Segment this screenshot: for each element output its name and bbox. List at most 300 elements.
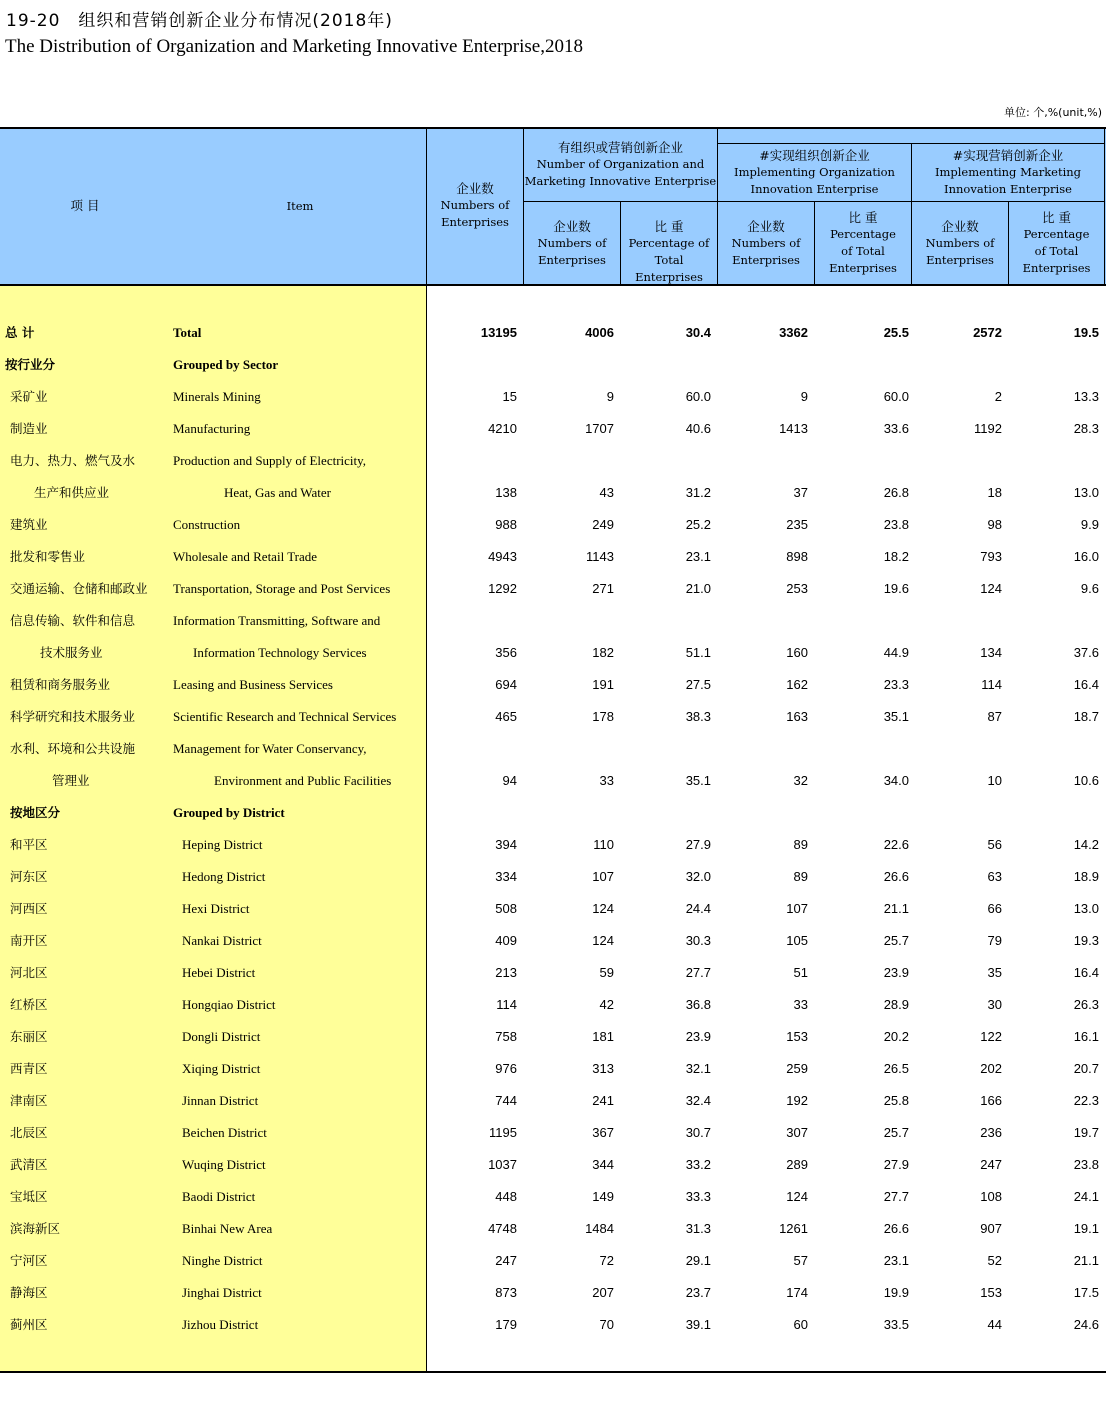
- row-value: 22.6: [883, 837, 909, 852]
- row-value: [437, 445, 517, 477]
- row-value: 33.6: [883, 421, 909, 436]
- row-value: 191: [592, 677, 614, 692]
- row-value: [922, 349, 1002, 381]
- row-value: 124: [980, 581, 1002, 596]
- row-value: 108: [980, 1189, 1002, 1204]
- row-value: 19.6: [883, 581, 909, 596]
- row-value: 94: [502, 773, 517, 788]
- divider: [717, 143, 1105, 144]
- row-value: 32.4: [685, 1093, 711, 1108]
- row-value: 32.0: [685, 869, 711, 884]
- row-value: 20.7: [1073, 1061, 1099, 1076]
- table-row: [0, 1181, 1106, 1213]
- table-row: [0, 861, 1106, 893]
- row-label-en: Information Transmitting, Software and: [173, 613, 381, 628]
- row-value: 63: [987, 869, 1002, 884]
- row-value: 14.2: [1073, 837, 1099, 852]
- table-row: [0, 1021, 1106, 1053]
- header-enterprises: 企业数 Numbers of Enterprises: [440, 181, 510, 229]
- table-row: [0, 797, 1106, 829]
- row-label-en: Beichen District: [182, 1125, 267, 1140]
- row-label-en: Jinghai District: [182, 1285, 262, 1300]
- row-value: [631, 733, 711, 765]
- row-label-en: Hongqiao District: [182, 997, 276, 1012]
- table-row: [0, 957, 1106, 989]
- row-value: 16.1: [1073, 1029, 1099, 1044]
- row-value: 32.1: [685, 1061, 711, 1076]
- row-label-cn: 电力、热力、燃气及水: [10, 453, 136, 468]
- row-value: 4006: [585, 325, 614, 340]
- row-label-cn: 宁河区: [10, 1253, 48, 1268]
- row-value: 20.2: [883, 1029, 909, 1044]
- row-value: [1019, 349, 1099, 381]
- row-value: 162: [786, 677, 808, 692]
- row-value: 409: [495, 933, 517, 948]
- row-label-cn: 河东区: [10, 869, 48, 884]
- row-value: 313: [592, 1061, 614, 1076]
- row-value: 27.5: [685, 677, 711, 692]
- table-row: [0, 733, 1106, 765]
- row-label-en: Wuqing District: [182, 1157, 266, 1172]
- table-row: [0, 477, 1106, 509]
- row-value: 16.4: [1073, 677, 1099, 692]
- row-label-cn: 滨海新区: [10, 1221, 61, 1236]
- row-value: [728, 733, 808, 765]
- row-value: [534, 445, 614, 477]
- row-value: [922, 445, 1002, 477]
- row-value: 21.1: [1073, 1253, 1099, 1268]
- row-label-en: Management for Water Conservancy,: [173, 741, 367, 756]
- row-label-cn: 武清区: [10, 1157, 48, 1172]
- row-value: 30.4: [685, 325, 711, 340]
- row-value: 60.0: [883, 389, 909, 404]
- row-value: 207: [592, 1285, 614, 1300]
- header-item-cn: 项 目: [70, 198, 100, 213]
- row-value: 22.3: [1073, 1093, 1099, 1108]
- row-value: 356: [495, 645, 517, 660]
- table-row: [0, 701, 1106, 733]
- table-row: [0, 381, 1106, 413]
- row-value: 1261: [779, 1221, 808, 1236]
- row-value: [534, 605, 614, 637]
- row-label-en: Hebei District: [182, 965, 256, 980]
- row-value: 19.9: [883, 1285, 909, 1300]
- row-value: 25.5: [883, 325, 909, 340]
- row-value: 19.5: [1073, 325, 1099, 340]
- row-label-en: Jizhou District: [182, 1317, 259, 1332]
- row-value: 24.1: [1073, 1189, 1099, 1204]
- row-value: 25.8: [883, 1093, 909, 1108]
- table-row: [0, 765, 1106, 797]
- row-value: [437, 733, 517, 765]
- row-value: 18.7: [1073, 709, 1099, 724]
- row-value: 1413: [779, 421, 808, 436]
- row-label-cn: 宝坻区: [10, 1189, 48, 1204]
- row-value: 44.9: [883, 645, 909, 660]
- row-value: 334: [495, 869, 517, 884]
- row-label-en: Minerals Mining: [173, 389, 261, 404]
- row-value: 79: [987, 933, 1002, 948]
- table-row: [0, 989, 1106, 1021]
- row-value: [631, 797, 711, 829]
- subheader-numbers-3: 企业数 Numbers of Enterprises: [925, 219, 995, 267]
- subheader-percentage-3: 比 重 Percentage of Total Enterprises: [1022, 210, 1091, 275]
- subheader-numbers-1: 企业数 Numbers of Enterprises: [537, 219, 607, 267]
- row-value: [829, 733, 909, 765]
- row-value: 134: [980, 645, 1002, 660]
- row-value: 307: [786, 1125, 808, 1140]
- row-value: 26.6: [883, 1221, 909, 1236]
- bottom-rule: [0, 1371, 1106, 1373]
- row-value: [1019, 605, 1099, 637]
- row-label-cn: 北辰区: [10, 1125, 48, 1140]
- subheader-percentage-1: 比 重 Percentage of Total Enterprises: [628, 219, 710, 284]
- row-value: 23.8: [883, 517, 909, 532]
- row-value: 31.3: [685, 1221, 711, 1236]
- row-value: 28.9: [883, 997, 909, 1012]
- row-value: 31.2: [685, 485, 711, 500]
- row-label-cn: 生产和供应业: [34, 485, 110, 500]
- row-value: 24.6: [1073, 1317, 1099, 1332]
- row-value: 160: [786, 645, 808, 660]
- row-value: [534, 349, 614, 381]
- row-value: 35: [987, 965, 1002, 980]
- row-label-cn: 采矿业: [10, 389, 48, 404]
- row-value: 1192: [974, 421, 1002, 436]
- row-value: [922, 605, 1002, 637]
- row-value: 2572: [973, 325, 1002, 340]
- row-value: 51.1: [685, 645, 711, 660]
- row-label-cn: 技术服务业: [40, 645, 103, 660]
- table-row: [0, 509, 1106, 541]
- header-bottom-rule: [0, 284, 1106, 286]
- row-value: 508: [495, 901, 517, 916]
- row-value: 15: [502, 389, 517, 404]
- row-value: 25.2: [685, 517, 711, 532]
- row-value: [1019, 733, 1099, 765]
- row-value: [728, 605, 808, 637]
- row-value: 59: [599, 965, 614, 980]
- row-value: 192: [786, 1093, 808, 1108]
- row-label-cn: 西青区: [10, 1061, 48, 1076]
- row-value: 26.8: [883, 485, 909, 500]
- row-value: 89: [793, 869, 808, 884]
- row-value: [829, 797, 909, 829]
- row-value: 179: [495, 1317, 517, 1332]
- row-value: 9.9: [1080, 517, 1099, 532]
- row-value: 271: [592, 581, 614, 596]
- row-label-cn: 科学研究和技术服务业: [10, 709, 136, 724]
- unit-note: 单位: 个,%(unit,%): [1004, 106, 1102, 119]
- header-item-en: Item: [286, 199, 314, 213]
- row-value: 26.5: [883, 1061, 909, 1076]
- row-label-cn: 按行业分: [5, 357, 56, 372]
- row-label-en: Grouped by District: [173, 805, 285, 820]
- row-value: 124: [592, 933, 614, 948]
- row-value: 16.0: [1073, 549, 1099, 564]
- row-value: 30.3: [685, 933, 711, 948]
- row-value: 448: [495, 1189, 517, 1204]
- row-value: 98: [987, 517, 1002, 532]
- table-row: [0, 1213, 1106, 1245]
- row-value: 51: [793, 965, 808, 980]
- row-value: 988: [495, 517, 517, 532]
- row-value: 124: [592, 901, 614, 916]
- table-row: [0, 445, 1106, 477]
- row-value: 60: [793, 1317, 808, 1332]
- row-value: 39.1: [685, 1317, 711, 1332]
- divider: [1104, 129, 1105, 284]
- row-label-en: Jinnan District: [182, 1093, 259, 1108]
- row-value: 174: [786, 1285, 808, 1300]
- row-label-cn: 南开区: [10, 933, 48, 948]
- row-value: 37.6: [1073, 645, 1099, 660]
- table-row: [0, 413, 1106, 445]
- row-value: [437, 349, 517, 381]
- row-label-en: Manufacturing: [173, 421, 251, 436]
- row-value: 163: [786, 709, 808, 724]
- row-label-en: Nankai District: [182, 933, 262, 948]
- table-row: [0, 669, 1106, 701]
- row-value: 107: [592, 869, 614, 884]
- row-value: 149: [592, 1189, 614, 1204]
- row-value: 235: [786, 517, 808, 532]
- row-value: 124: [786, 1189, 808, 1204]
- row-label-cn: 和平区: [10, 837, 48, 852]
- row-value: 23.7: [685, 1285, 711, 1300]
- row-value: 18.2: [883, 549, 909, 564]
- row-value: [631, 605, 711, 637]
- row-value: 110: [593, 837, 614, 852]
- row-value: 29.1: [685, 1253, 711, 1268]
- row-value: 10: [987, 773, 1002, 788]
- row-value: 122: [980, 1029, 1002, 1044]
- row-value: 19.3: [1073, 933, 1099, 948]
- header-group-org: #实现组织创新企业 Implementing Organization Innovation Enterprise: [734, 148, 895, 196]
- row-value: 9: [800, 389, 808, 404]
- row-value: 202: [980, 1061, 1002, 1076]
- row-value: 105: [786, 933, 808, 948]
- row-value: 744: [495, 1093, 517, 1108]
- row-value: 182: [592, 645, 614, 660]
- row-value: 28.3: [1073, 421, 1099, 436]
- row-value: [631, 349, 711, 381]
- row-value: 166: [980, 1093, 1002, 1108]
- row-value: 34.0: [883, 773, 909, 788]
- row-label-en: Baodi District: [182, 1189, 256, 1204]
- row-value: 289: [786, 1157, 808, 1172]
- row-label-cn: 批发和零售业: [10, 549, 86, 564]
- table-row: [0, 1117, 1106, 1149]
- row-value: 32: [793, 773, 808, 788]
- row-value: 249: [592, 517, 614, 532]
- row-value: 42: [599, 997, 614, 1012]
- row-value: 87: [987, 709, 1002, 724]
- row-label-en: Dongli District: [182, 1029, 261, 1044]
- row-value: 13.3: [1073, 389, 1099, 404]
- row-value: 153: [786, 1029, 808, 1044]
- row-value: [728, 445, 808, 477]
- row-label-cn: 交通运输、仓储和邮政业: [10, 581, 148, 596]
- row-label-cn: 租赁和商务服务业: [10, 677, 111, 692]
- row-value: 4943: [488, 549, 517, 564]
- row-value: 114: [496, 997, 517, 1012]
- row-label-cn: 制造业: [10, 421, 48, 436]
- row-label-cn: 总 计: [5, 325, 35, 340]
- row-value: [728, 797, 808, 829]
- row-label-cn: 管理业: [52, 773, 90, 788]
- row-label-cn: 静海区: [10, 1285, 48, 1300]
- row-value: 43: [599, 485, 614, 500]
- row-value: 3362: [779, 325, 808, 340]
- table-row: [0, 1309, 1106, 1341]
- row-value: 35.1: [883, 709, 909, 724]
- row-value: 793: [980, 549, 1002, 564]
- row-label-en: Ninghe District: [182, 1253, 263, 1268]
- row-value: 465: [495, 709, 517, 724]
- subheader-percentage-2: 比 重 Percentage of Total Enterprises: [829, 210, 897, 275]
- row-label-cn: 红桥区: [10, 997, 48, 1012]
- row-value: 344: [592, 1157, 614, 1172]
- row-value: 10.6: [1073, 773, 1099, 788]
- row-value: 694: [495, 677, 517, 692]
- row-label-en: Binhai New Area: [182, 1221, 273, 1236]
- row-value: [437, 605, 517, 637]
- table-row: [0, 541, 1106, 573]
- row-value: 253: [786, 581, 808, 596]
- row-label-en: Xiqing District: [182, 1061, 261, 1076]
- row-label-cn: 水利、环境和公共设施: [10, 741, 136, 756]
- row-label-en: Grouped by Sector: [173, 357, 279, 372]
- row-value: 72: [599, 1253, 614, 1268]
- table-row: [0, 637, 1106, 669]
- row-value: 19.7: [1073, 1125, 1099, 1140]
- row-value: [1019, 445, 1099, 477]
- row-value: 138: [495, 485, 517, 500]
- row-value: 873: [495, 1285, 517, 1300]
- row-value: 976: [495, 1061, 517, 1076]
- row-value: [437, 797, 517, 829]
- row-value: [829, 349, 909, 381]
- row-value: 259: [786, 1061, 808, 1076]
- row-value: 18: [987, 485, 1002, 500]
- row-label-cn: 信息传输、软件和信息: [10, 613, 136, 628]
- divider: [523, 201, 1105, 202]
- table-row: [0, 829, 1106, 861]
- row-value: [829, 605, 909, 637]
- row-value: 23.9: [883, 965, 909, 980]
- row-value: [1019, 797, 1099, 829]
- row-label-en: Scientific Research and Technical Services: [173, 709, 397, 724]
- top-rule: [0, 127, 1106, 129]
- row-value: 18.9: [1073, 869, 1099, 884]
- table-row: [0, 1245, 1106, 1277]
- row-value: 25.7: [883, 1125, 909, 1140]
- row-value: 27.9: [685, 837, 711, 852]
- header-group-org-or-marketing: 有组织或营销创新企业 Number of Organization and Marketing Innovative Enterprise: [524, 140, 717, 188]
- row-value: 56: [987, 837, 1002, 852]
- row-value: 52: [987, 1253, 1002, 1268]
- row-value: 30: [987, 997, 1002, 1012]
- row-value: 89: [793, 837, 808, 852]
- row-label-en: Wholesale and Retail Trade: [173, 549, 318, 564]
- row-value: 33.2: [685, 1157, 711, 1172]
- row-value: 40.6: [685, 421, 711, 436]
- row-value: 17.5: [1073, 1285, 1099, 1300]
- row-value: 60.0: [685, 389, 711, 404]
- row-value: 13.0: [1073, 901, 1099, 916]
- table-row: [0, 1053, 1106, 1085]
- row-value: 23.8: [1073, 1157, 1099, 1172]
- row-value: 16.4: [1073, 965, 1099, 980]
- row-value: 23.1: [883, 1253, 909, 1268]
- row-value: 1143: [586, 549, 614, 564]
- row-value: 26.3: [1073, 997, 1099, 1012]
- row-value: 181: [592, 1029, 614, 1044]
- row-value: 758: [495, 1029, 517, 1044]
- row-value: [534, 797, 614, 829]
- row-label-en: Production and Supply of Electricity,: [173, 453, 367, 468]
- row-value: 178: [592, 709, 614, 724]
- row-value: 1484: [585, 1221, 614, 1236]
- row-label-en: Information Technology Services: [193, 645, 367, 660]
- row-value: 13.0: [1073, 485, 1099, 500]
- row-value: 2: [994, 389, 1002, 404]
- row-value: 33: [793, 997, 808, 1012]
- row-label-en: Total: [173, 325, 202, 340]
- row-value: 247: [495, 1253, 517, 1268]
- row-value: 70: [599, 1317, 614, 1332]
- row-value: [829, 445, 909, 477]
- row-value: 1195: [489, 1125, 517, 1140]
- row-value: 153: [980, 1285, 1002, 1300]
- row-value: 13195: [480, 325, 517, 340]
- row-label-en: Construction: [173, 517, 241, 532]
- row-value: 23.9: [685, 1029, 711, 1044]
- page-title-cn: 19-20 组织和营销创新企业分布情况(2018年): [6, 11, 393, 31]
- row-value: 907: [980, 1221, 1002, 1236]
- row-value: 38.3: [685, 709, 711, 724]
- subheader-numbers-2: 企业数 Numbers of Enterprises: [731, 219, 801, 267]
- row-value: [534, 733, 614, 765]
- row-value: 66: [987, 901, 1002, 916]
- table-row: [0, 317, 1106, 349]
- row-value: 23.1: [685, 549, 711, 564]
- row-value: 1037: [488, 1157, 517, 1172]
- row-value: 25.7: [883, 933, 909, 948]
- header-group-marketing: #实现营销创新企业 Implementing Marketing Innovation Enterprise: [934, 148, 1082, 196]
- row-value: 114: [981, 677, 1002, 692]
- row-value: 26.6: [883, 869, 909, 884]
- row-value: 36.8: [685, 997, 711, 1012]
- row-value: 27.9: [883, 1157, 909, 1172]
- row-value: 1292: [488, 581, 517, 596]
- row-value: 9.6: [1080, 581, 1099, 596]
- row-value: 24.4: [685, 901, 711, 916]
- row-label-en: Heping District: [182, 837, 263, 852]
- row-value: 898: [786, 549, 808, 564]
- row-value: 37: [793, 485, 808, 500]
- row-label-cn: 蓟州区: [10, 1317, 48, 1332]
- row-value: 394: [495, 837, 517, 852]
- row-label-cn: 按地区分: [10, 805, 61, 820]
- row-label-en: Hedong District: [182, 869, 266, 884]
- table-row: [0, 349, 1106, 381]
- row-value: 33.3: [685, 1189, 711, 1204]
- row-value: [922, 797, 1002, 829]
- row-value: [631, 445, 711, 477]
- row-value: 247: [980, 1157, 1002, 1172]
